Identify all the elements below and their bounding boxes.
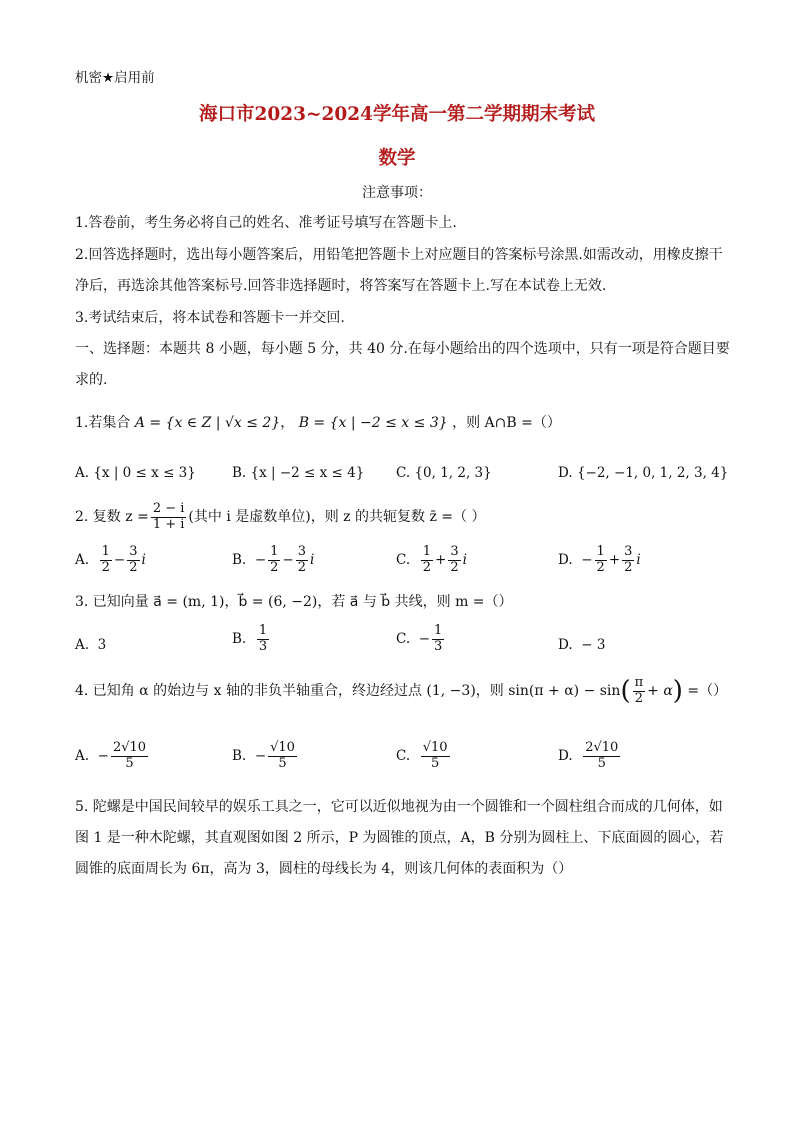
q4-option-a-den: 5: [125, 755, 134, 771]
q4-option-c: [396, 741, 452, 772]
q1-option-b-label: B.: [232, 465, 247, 481]
q4-option-a-num: 2√10: [112, 740, 147, 755]
q2-option-c-den2: 2: [450, 559, 459, 575]
q4-option-c-label: C.: [396, 748, 411, 765]
q4-close-paren: ): [672, 676, 683, 707]
q4-inner-tail: + α: [647, 683, 673, 700]
q1-set-a: A = {x ∈ Z | √x ≤ 2}: [134, 415, 281, 431]
q2-option-c-label: C.: [396, 552, 411, 569]
q2-option-a-num1: 1: [101, 544, 110, 559]
question-5-line-1: 5. 陀螺是中国民间较早的娱乐工具之一，它可以近似地视为由一个圆锥和一个圆柱组合而成的几何体，如: [75, 799, 723, 815]
q2-option-b-sign: −: [254, 552, 267, 569]
q1-option-c-label: C.: [396, 465, 411, 481]
q2-option-c-i: i: [462, 552, 467, 569]
q4-option-b: [232, 741, 299, 772]
q4-option-c-frac: [421, 741, 450, 772]
q1-option-c-text: {0, 1, 2, 3}: [414, 465, 492, 481]
q2-fraction: [151, 502, 187, 533]
q2-option-b: [232, 545, 314, 576]
q2-option-b-frac1: [268, 545, 280, 576]
q4-option-c-num: √10: [422, 740, 448, 755]
q2-option-c-num1: 1: [422, 544, 432, 559]
q2-option-a-frac1: [100, 545, 112, 576]
q1-option-d-text: {−2, −1, 0, 1, 2, 3, 4}: [576, 465, 729, 481]
q1-set-b: B = {x | −2 ≤ x ≤ 3}: [298, 415, 448, 431]
q1-option-a: [75, 465, 196, 481]
q2-option-d-label: D.: [558, 552, 573, 569]
q2-option-a-num2: 3: [129, 544, 138, 559]
q2-option-d-den2: 2: [624, 559, 633, 575]
q4-option-d-label: D.: [558, 748, 573, 765]
q2-option-c: [396, 545, 467, 576]
q3-option-a: [75, 637, 106, 653]
q4-option-b-frac: [268, 741, 297, 772]
q2-option-d: [558, 545, 641, 576]
q2-option-d-num1: 1: [596, 544, 605, 559]
q2-option-c-frac2: [448, 545, 460, 576]
q3-option-d: [558, 637, 605, 653]
q2-prefix: 2. 复数 z =: [75, 509, 149, 526]
notice-heading: 注意事项：: [362, 185, 432, 201]
q2-option-b-op: −: [282, 552, 294, 569]
q2-option-d-sign: −: [581, 552, 593, 569]
q2-fraction-den: 1 + i: [152, 516, 185, 532]
q2-option-d-i: i: [636, 552, 641, 569]
q3-option-b-frac: [257, 624, 269, 655]
notice-1: 1.答卷前，考生务必将自己的姓名、准考证号填写在答题卡上.: [75, 215, 457, 231]
q2-option-b-den1: 2: [270, 559, 279, 575]
q3-option-b: [232, 624, 271, 655]
notice-3: 3.考试结束后，将本试卷和答题卡一并交回.: [75, 310, 345, 326]
q4-option-b-label: B.: [232, 748, 247, 765]
notice-2-cont: 净后，再选涂其他答案标号.回答非选择题时，将答案写在答题卡上.写在本试卷上无效.: [75, 278, 607, 294]
q4-option-c-den: 5: [431, 755, 440, 771]
q2-option-c-den1: 2: [422, 559, 432, 575]
question-4: [75, 676, 727, 707]
q2-option-d-num2: 3: [624, 544, 633, 559]
q2-option-a-op: −: [113, 552, 126, 569]
q3-option-b-den: 3: [258, 638, 268, 654]
q1-option-d-label: D.: [558, 465, 573, 481]
q2-option-c-frac1: [421, 545, 433, 576]
q1-option-b-text: {x | −2 ≤ x ≤ 4}: [250, 465, 365, 481]
notice-2: 2.回答选择题时，选出每小题答案后，用铅笔把答题卡上对应题目的答案标号涂黑.如需改动，用橡皮擦干: [75, 247, 723, 263]
q4-option-b-num: √10: [270, 740, 295, 755]
question-5-line-3: 圆锥的底面周长为 6π，高为 3，圆柱的母线长为 4，则该几何体的表面积为（）: [75, 861, 573, 877]
q2-option-a-label: A.: [75, 552, 90, 569]
q3-option-b-label: B.: [232, 631, 247, 648]
q1-option-b: [232, 465, 364, 481]
q2-option-b-i: i: [310, 552, 315, 569]
q2-option-b-label: B.: [232, 552, 247, 569]
q4-option-d-frac: [583, 741, 620, 772]
q4-text: 4. 已知角 α 的始边与 x 轴的非负半轴重合，终边经过点 (1, −3)，则 sin(π + α) − sin: [75, 683, 621, 700]
question-2: [75, 502, 485, 533]
exam-title: 海口市2023~2024学年高一第二学期期末考试: [199, 104, 595, 125]
q2-option-d-frac1: [595, 545, 607, 576]
q2-fraction-num: 2 − i: [152, 501, 185, 516]
confidential-label: 机密★启用前: [75, 70, 155, 86]
q4-two: 2: [634, 690, 643, 706]
q1-option-c: [396, 465, 492, 481]
question-1: [75, 416, 561, 430]
q3-option-b-num: 1: [258, 623, 268, 638]
section-heading-cont: 求的.: [75, 372, 108, 388]
q1-prefix: 1.若集合: [75, 415, 131, 431]
q4-ask: =（）: [687, 683, 728, 700]
section-heading: 一、选择题：本题共 8 小题，每小题 5 分，共 40 分.在每小题给出的四个选项中，只有一项是符合题目要: [75, 341, 730, 357]
q2-option-a-frac2: [127, 545, 139, 576]
q4-option-a: [75, 741, 150, 772]
q4-option-d: [558, 741, 622, 772]
q3-option-c-label: C.: [396, 631, 411, 648]
q2-option-a: [75, 545, 146, 576]
q1-option-d: [558, 465, 728, 481]
q2-option-d-frac2: [622, 545, 634, 576]
q2-option-c-op: +: [435, 552, 447, 569]
q3-option-d-text: − 3: [581, 637, 606, 653]
q2-option-a-den1: 2: [101, 559, 110, 575]
q2-option-b-frac2: [296, 545, 308, 576]
q4-option-a-label: A.: [75, 748, 90, 765]
q2-option-b-num1: 1: [270, 544, 279, 559]
q3-option-c: [396, 624, 446, 655]
q3-option-a-text: 3: [97, 637, 107, 653]
q4-pi: π: [634, 675, 644, 690]
q3-option-a-label: A.: [75, 637, 90, 653]
q2-option-c-num2: 3: [450, 544, 459, 559]
q4-option-a-frac: [111, 741, 148, 772]
q3-option-c-den: 3: [434, 638, 443, 654]
q3-option-c-sign: −: [418, 631, 431, 648]
q4-option-d-num: 2√10: [585, 740, 619, 755]
q4-option-a-sign: −: [97, 748, 109, 765]
question-3: 3. 已知向量 a⃗ = (m, 1)，b⃗ = (6, −2)，若 a⃗ 与 b⃗ 共线，则 m =（）: [75, 594, 513, 610]
q4-pi-frac: [633, 676, 646, 707]
q4-option-b-sign: −: [254, 748, 267, 765]
q1-ask: ，则 A∩B =（）: [452, 415, 561, 431]
q2-suffix: (其中 i 是虚数单位)，则 z 的共轭复数 z̄ =（ ）: [188, 509, 486, 526]
question-5-line-2: 图 1 是一种木陀螺，其直观图如图 2 所示，P 为圆锥的顶点，A，B 分别为圆柱上、下底面圆的圆心，若: [75, 830, 724, 846]
q3-option-d-label: D.: [558, 637, 573, 653]
q1-option-a-label: A.: [75, 465, 90, 481]
q4-option-d-den: 5: [597, 755, 606, 771]
q4-option-b-den: 5: [278, 755, 287, 771]
q1-sep: ，: [280, 415, 295, 431]
q4-open-paren: (: [620, 676, 631, 707]
q2-option-a-i: i: [141, 552, 146, 569]
q2-option-b-den2: 2: [297, 559, 306, 575]
q2-option-d-op: +: [608, 552, 621, 569]
q2-option-d-den1: 2: [596, 559, 605, 575]
subject-title: 数学: [378, 148, 416, 169]
q2-option-b-num2: 3: [297, 544, 306, 559]
q3-option-c-num: 1: [434, 623, 443, 638]
q2-option-a-den2: 2: [129, 559, 138, 575]
q3-option-c-frac: [432, 624, 444, 655]
q1-option-a-text: {x | 0 ≤ x ≤ 3}: [93, 465, 196, 481]
